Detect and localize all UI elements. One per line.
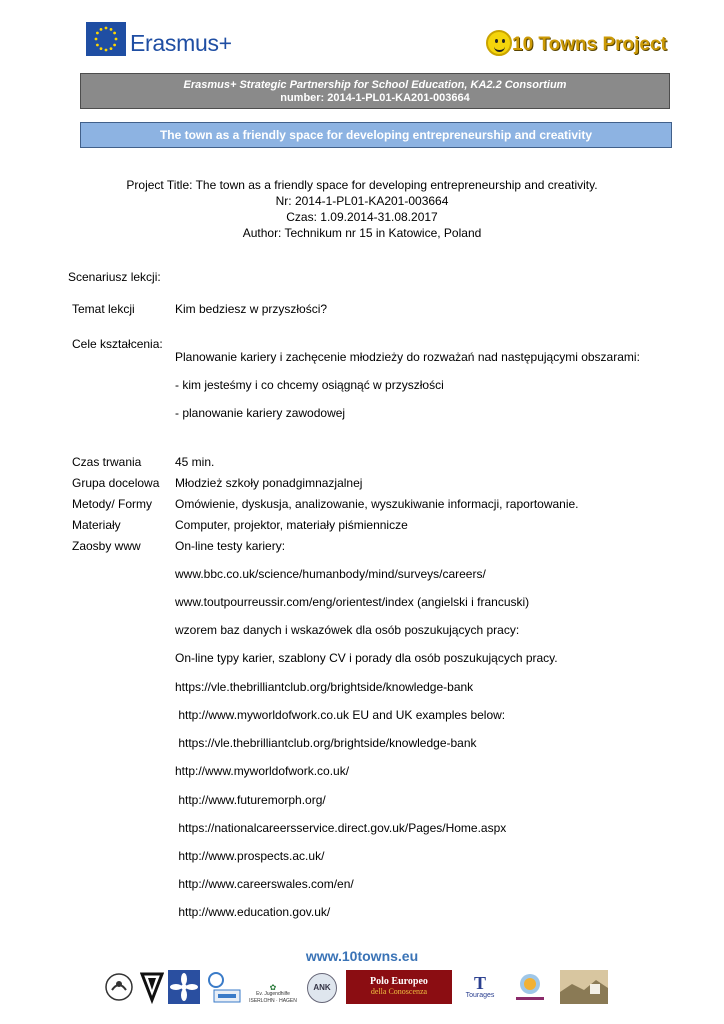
resource-link[interactable]: www.toutpourreussir.com/eng/orientest/index (angielski i francuski) [175,595,530,609]
partner-logo-6 [304,970,340,1004]
project-author: Author: Technikum nr 15 in Katowice, Poland [242,226,482,240]
topic-value: Kim bedziesz w przyszłości? [175,302,328,316]
smiley-logo-icon [486,30,512,56]
target-group-value: Młodzież szkoły ponadgimnazjalnej [175,476,363,490]
materials-label: Materiały [72,518,121,532]
resource-link[interactable]: https://vle.thebrilliantclub.org/brightside/knowledge-bank [175,736,477,750]
consortium-line-2: number: 2014-1-PL01-KA201-003664 [280,92,470,104]
partner-logo-5-subtext: ISERLOHN · HAGEN [249,998,297,1004]
methods-label: Metody/ Formy [72,497,153,511]
project-duration: Czas: 1.09.2014-31.08.2017 [286,210,438,224]
resource-link[interactable]: http://www.myworldofwork.co.uk/ [175,764,350,778]
resource-link[interactable]: www.bbc.co.uk/science/humanbody/mind/surveys/careers/ [175,567,486,581]
resources-label: Zaosby www [72,539,141,553]
partner-logo-9-icon [510,970,550,1004]
consortium-banner [80,73,670,109]
partner-logo-5 [248,970,298,1004]
resource-link[interactable]: http://www.prospects.ac.uk/ [175,849,325,863]
target-group-label: Grupa docelowa [72,476,160,490]
materials-value: Computer, projektor, materiały piśmiennicze [175,518,408,532]
resources-line: wzorem baz danych i wskazówek dla osób poszukujących pracy: [175,623,520,637]
methods-value: Omówienie, dyskusja, analizowanie, wyszukiwanie informacji, raportowanie. [175,497,579,511]
partner-logo-8 [460,970,500,1004]
partner-logo-3-icon [168,970,200,1004]
resource-link[interactable]: http://www.careerswales.com/en/ [175,877,354,891]
partner-logo-5-icon: ✿ [269,983,277,992]
partner-logo-7 [346,970,452,1004]
partner-logo-5-text: Ev. Jugendhilfe [256,991,290,997]
footer-website-link[interactable]: www.10towns.eu [305,948,419,964]
towns-project-logo: 10 Towns Project [512,34,667,55]
goals-line: - planowanie kariery zawodowej [175,406,346,420]
partner-logo-6-text: ANK [307,973,337,1003]
partner-logo-8-text: Tourages [465,992,495,999]
scenario-heading: Scenariusz lekcji: [68,270,161,284]
goals-label: Cele kształcenia: [72,337,163,351]
partner-logo-2-icon [140,970,164,1004]
resource-link[interactable]: http://www.myworldofwork.co.uk EU and UK examples below: [175,708,506,722]
partner-logo-10-icon [560,970,608,1004]
resource-link[interactable]: http://www.education.gov.uk/ [175,905,331,919]
consortium-line-1: Erasmus+ Strategic Partnership for School Education, KA2.2 Consortium [183,79,567,91]
erasmus-logo: Erasmus+ [130,30,232,56]
partner-logo-4-icon [206,970,246,1004]
project-number: Nr: 2014-1-PL01-KA201-003664 [275,194,449,208]
eu-flag-icon [86,22,126,56]
partner-logo-7-title: Polo Europeo [370,976,428,987]
resource-link[interactable]: https://nationalcareersservice.direct.gov.uk/Pages/Home.aspx [175,821,507,835]
goals-line: Planowanie kariery i zachęcenie młodzieży do rozważań nad następującymi obszarami: [175,350,640,364]
partner-logo-1-icon [104,970,134,1004]
project-title: Project Title: The town as a friendly space for developing entrepreneurship and creativity. [126,178,598,192]
resource-link[interactable]: http://www.futuremorph.org/ [175,793,326,807]
duration-label: Czas trwania [72,455,142,469]
resources-line: On-line testy kariery: [175,539,286,553]
goals-line: - kim jesteśmy i co chcemy osiągnąć w przyszłości [175,378,444,392]
resource-link[interactable]: https://vle.thebrilliantclub.org/brightside/knowledge-bank [175,680,474,694]
partner-logo-7-subtitle: della Conoscenza [370,987,428,996]
topic-label: Temat lekcji [72,302,135,316]
partner-logo-8-icon: T [473,973,486,993]
theme-banner: The town as a friendly space for developing entrepreneurship and creativity [80,122,672,148]
duration-value: 45 min. [175,455,215,469]
resources-line: On-line typy karier, szablony CV i porady dla osób poszukujących pracy. [175,651,558,665]
